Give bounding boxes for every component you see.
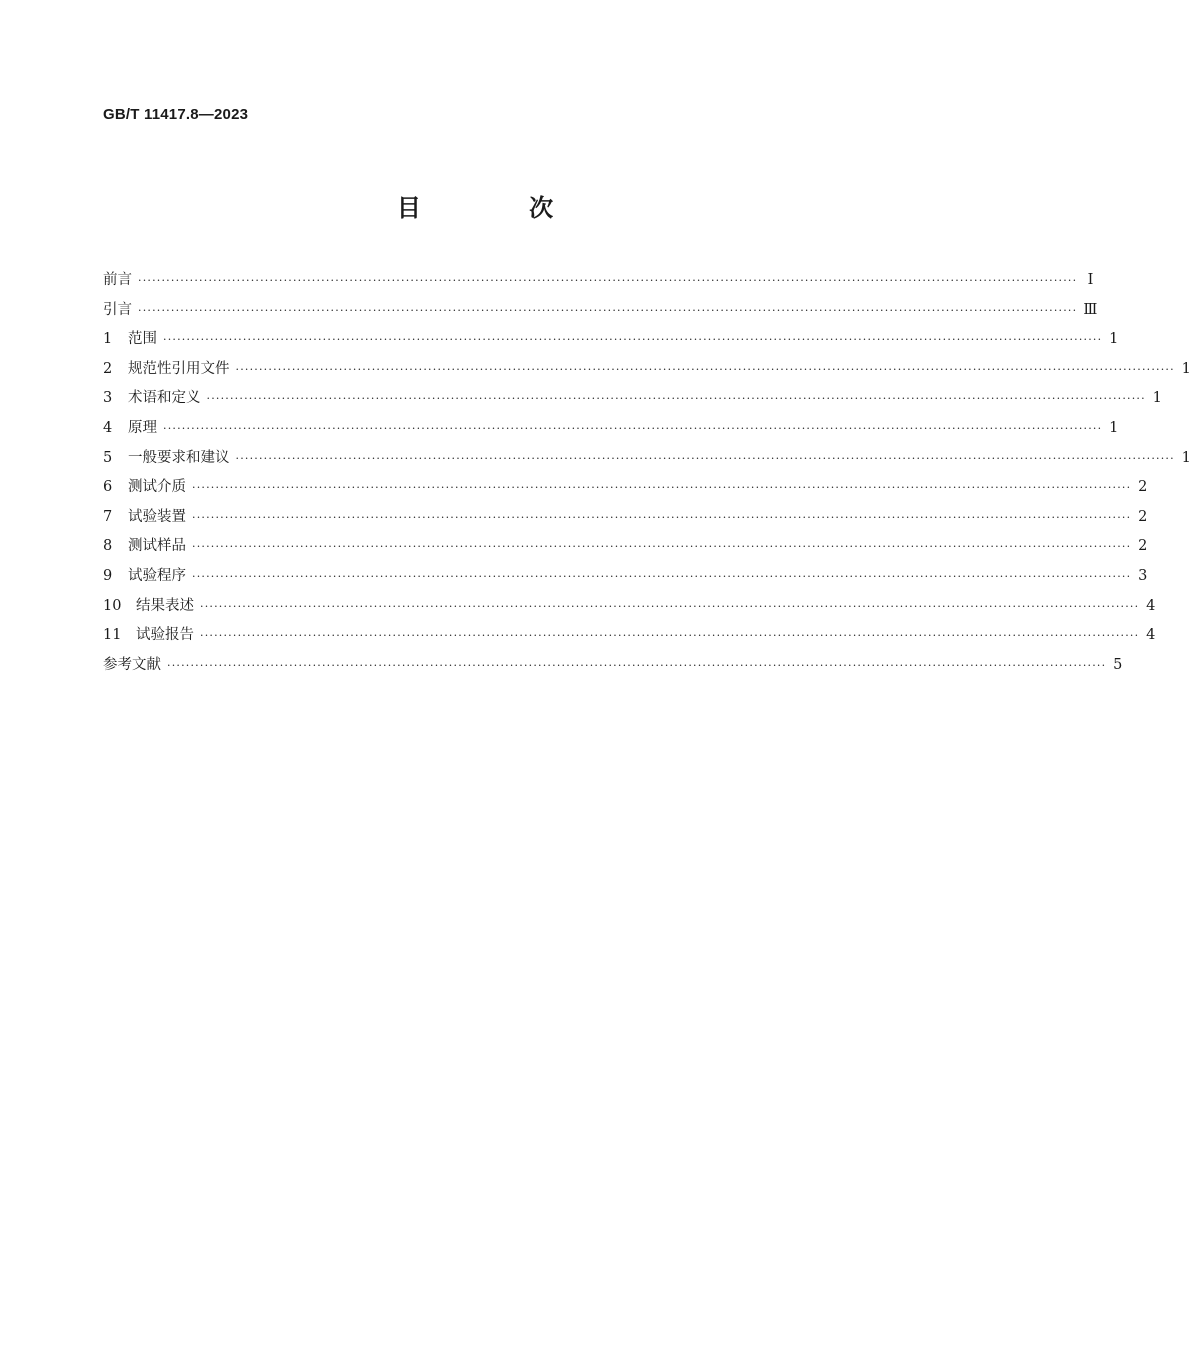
toc-entry-number: 8 <box>103 538 113 555</box>
toc-entry[interactable] <box>103 414 1119 444</box>
toc-entry-number: 1 <box>103 331 113 348</box>
toc-entry[interactable] <box>103 503 1148 533</box>
toc-entry[interactable] <box>103 384 1162 414</box>
toc-entry-page: 2 <box>1138 538 1148 555</box>
toc-entry-page: Ⅲ <box>1083 301 1098 318</box>
toc-entry-label: 规范性引用文件 <box>128 360 230 377</box>
toc-entry-page: 1 <box>1181 360 1191 377</box>
dot-leader: ········································································································································································································ <box>192 510 1132 524</box>
toc-entry-page: 1 <box>1109 331 1119 348</box>
toc-entry-number: 3 <box>103 390 113 407</box>
toc-entry-number: 11 <box>103 627 122 644</box>
toc-entry-number: 10 <box>103 597 122 614</box>
dot-leader: ········································································································································································································ <box>163 421 1103 435</box>
dot-leader: ········································································································································································································ <box>138 274 1078 287</box>
toc-entry[interactable] <box>103 562 1148 592</box>
toc-entry-number: 2 <box>103 360 113 377</box>
toc-entry-label: 测试介质 <box>128 479 186 496</box>
toc-entry-label: 引言 <box>103 301 132 318</box>
toc-entry-page: 3 <box>1138 567 1148 584</box>
toc-entry-label: 原理 <box>128 419 157 436</box>
dot-leader: ········································································································································································································ <box>167 658 1107 672</box>
toc-entry-label: 参考文献 <box>103 656 161 673</box>
toc-entry[interactable] <box>103 532 1148 562</box>
toc-entry-page: 4 <box>1146 597 1156 614</box>
dot-leader: ········································································································································································································ <box>192 540 1132 554</box>
toc-entry[interactable] <box>103 296 1098 326</box>
toc-entry-number: 9 <box>103 567 113 584</box>
toc-entry-page: Ⅰ <box>1087 272 1094 288</box>
toc-entry-label: 测试样品 <box>128 538 186 555</box>
toc-entry-number: 6 <box>103 479 113 496</box>
dot-leader: ········································································································································································································ <box>192 481 1132 495</box>
toc-entry-number: 4 <box>103 419 113 436</box>
toc-entry-label: 试验装置 <box>128 508 186 525</box>
toc-entry-label: 试验报告 <box>136 627 194 644</box>
toc-entry-page: 2 <box>1138 479 1148 496</box>
toc-entry-number: 5 <box>103 449 113 466</box>
toc-entry-label: 结果表述 <box>136 597 194 614</box>
toc-entry[interactable] <box>103 444 1191 474</box>
toc-entry-label: 一般要求和建议 <box>128 449 230 466</box>
dot-leader: ········································································································································································································ <box>192 569 1132 583</box>
toc-entry[interactable] <box>103 473 1148 503</box>
toc-entry-label: 前言 <box>103 272 132 288</box>
toc-entry-label: 术语和定义 <box>128 390 201 407</box>
toc-entry[interactable] <box>103 651 1123 681</box>
toc-entry-page: 1 <box>1152 390 1162 407</box>
toc-entry-page: 5 <box>1113 656 1123 673</box>
toc-entry-label: 试验程序 <box>128 567 186 584</box>
document-code: GB/T 11417.8—2023 <box>103 106 249 123</box>
toc-entry[interactable] <box>103 325 1119 355</box>
dot-leader: ········································································································································································································ <box>235 362 1175 376</box>
toc-entry[interactable] <box>103 355 1191 385</box>
toc-entry-label: 范围 <box>128 331 157 348</box>
dot-leader: ········································································································································································································ <box>200 599 1140 613</box>
dot-leader: ········································································································································································································ <box>235 451 1175 465</box>
toc-entry-page: 4 <box>1146 627 1156 644</box>
toc-entry-page: 1 <box>1181 449 1191 466</box>
dot-leader: ········································································································································································································ <box>138 303 1078 317</box>
toc-entry-page: 1 <box>1109 419 1119 436</box>
table-of-contents <box>103 266 1191 680</box>
dot-leader: ········································································································································································································ <box>200 629 1140 643</box>
toc-entry-page: 2 <box>1138 508 1148 525</box>
page-title: 目 次 <box>396 194 604 222</box>
toc-entry[interactable] <box>103 266 1094 296</box>
toc-entry-number: 7 <box>103 508 113 525</box>
toc-entry[interactable] <box>103 592 1156 622</box>
toc-entry[interactable] <box>103 621 1156 651</box>
dot-leader: ········································································································································································································ <box>163 333 1103 347</box>
dot-leader: ········································································································································································································ <box>206 392 1146 406</box>
